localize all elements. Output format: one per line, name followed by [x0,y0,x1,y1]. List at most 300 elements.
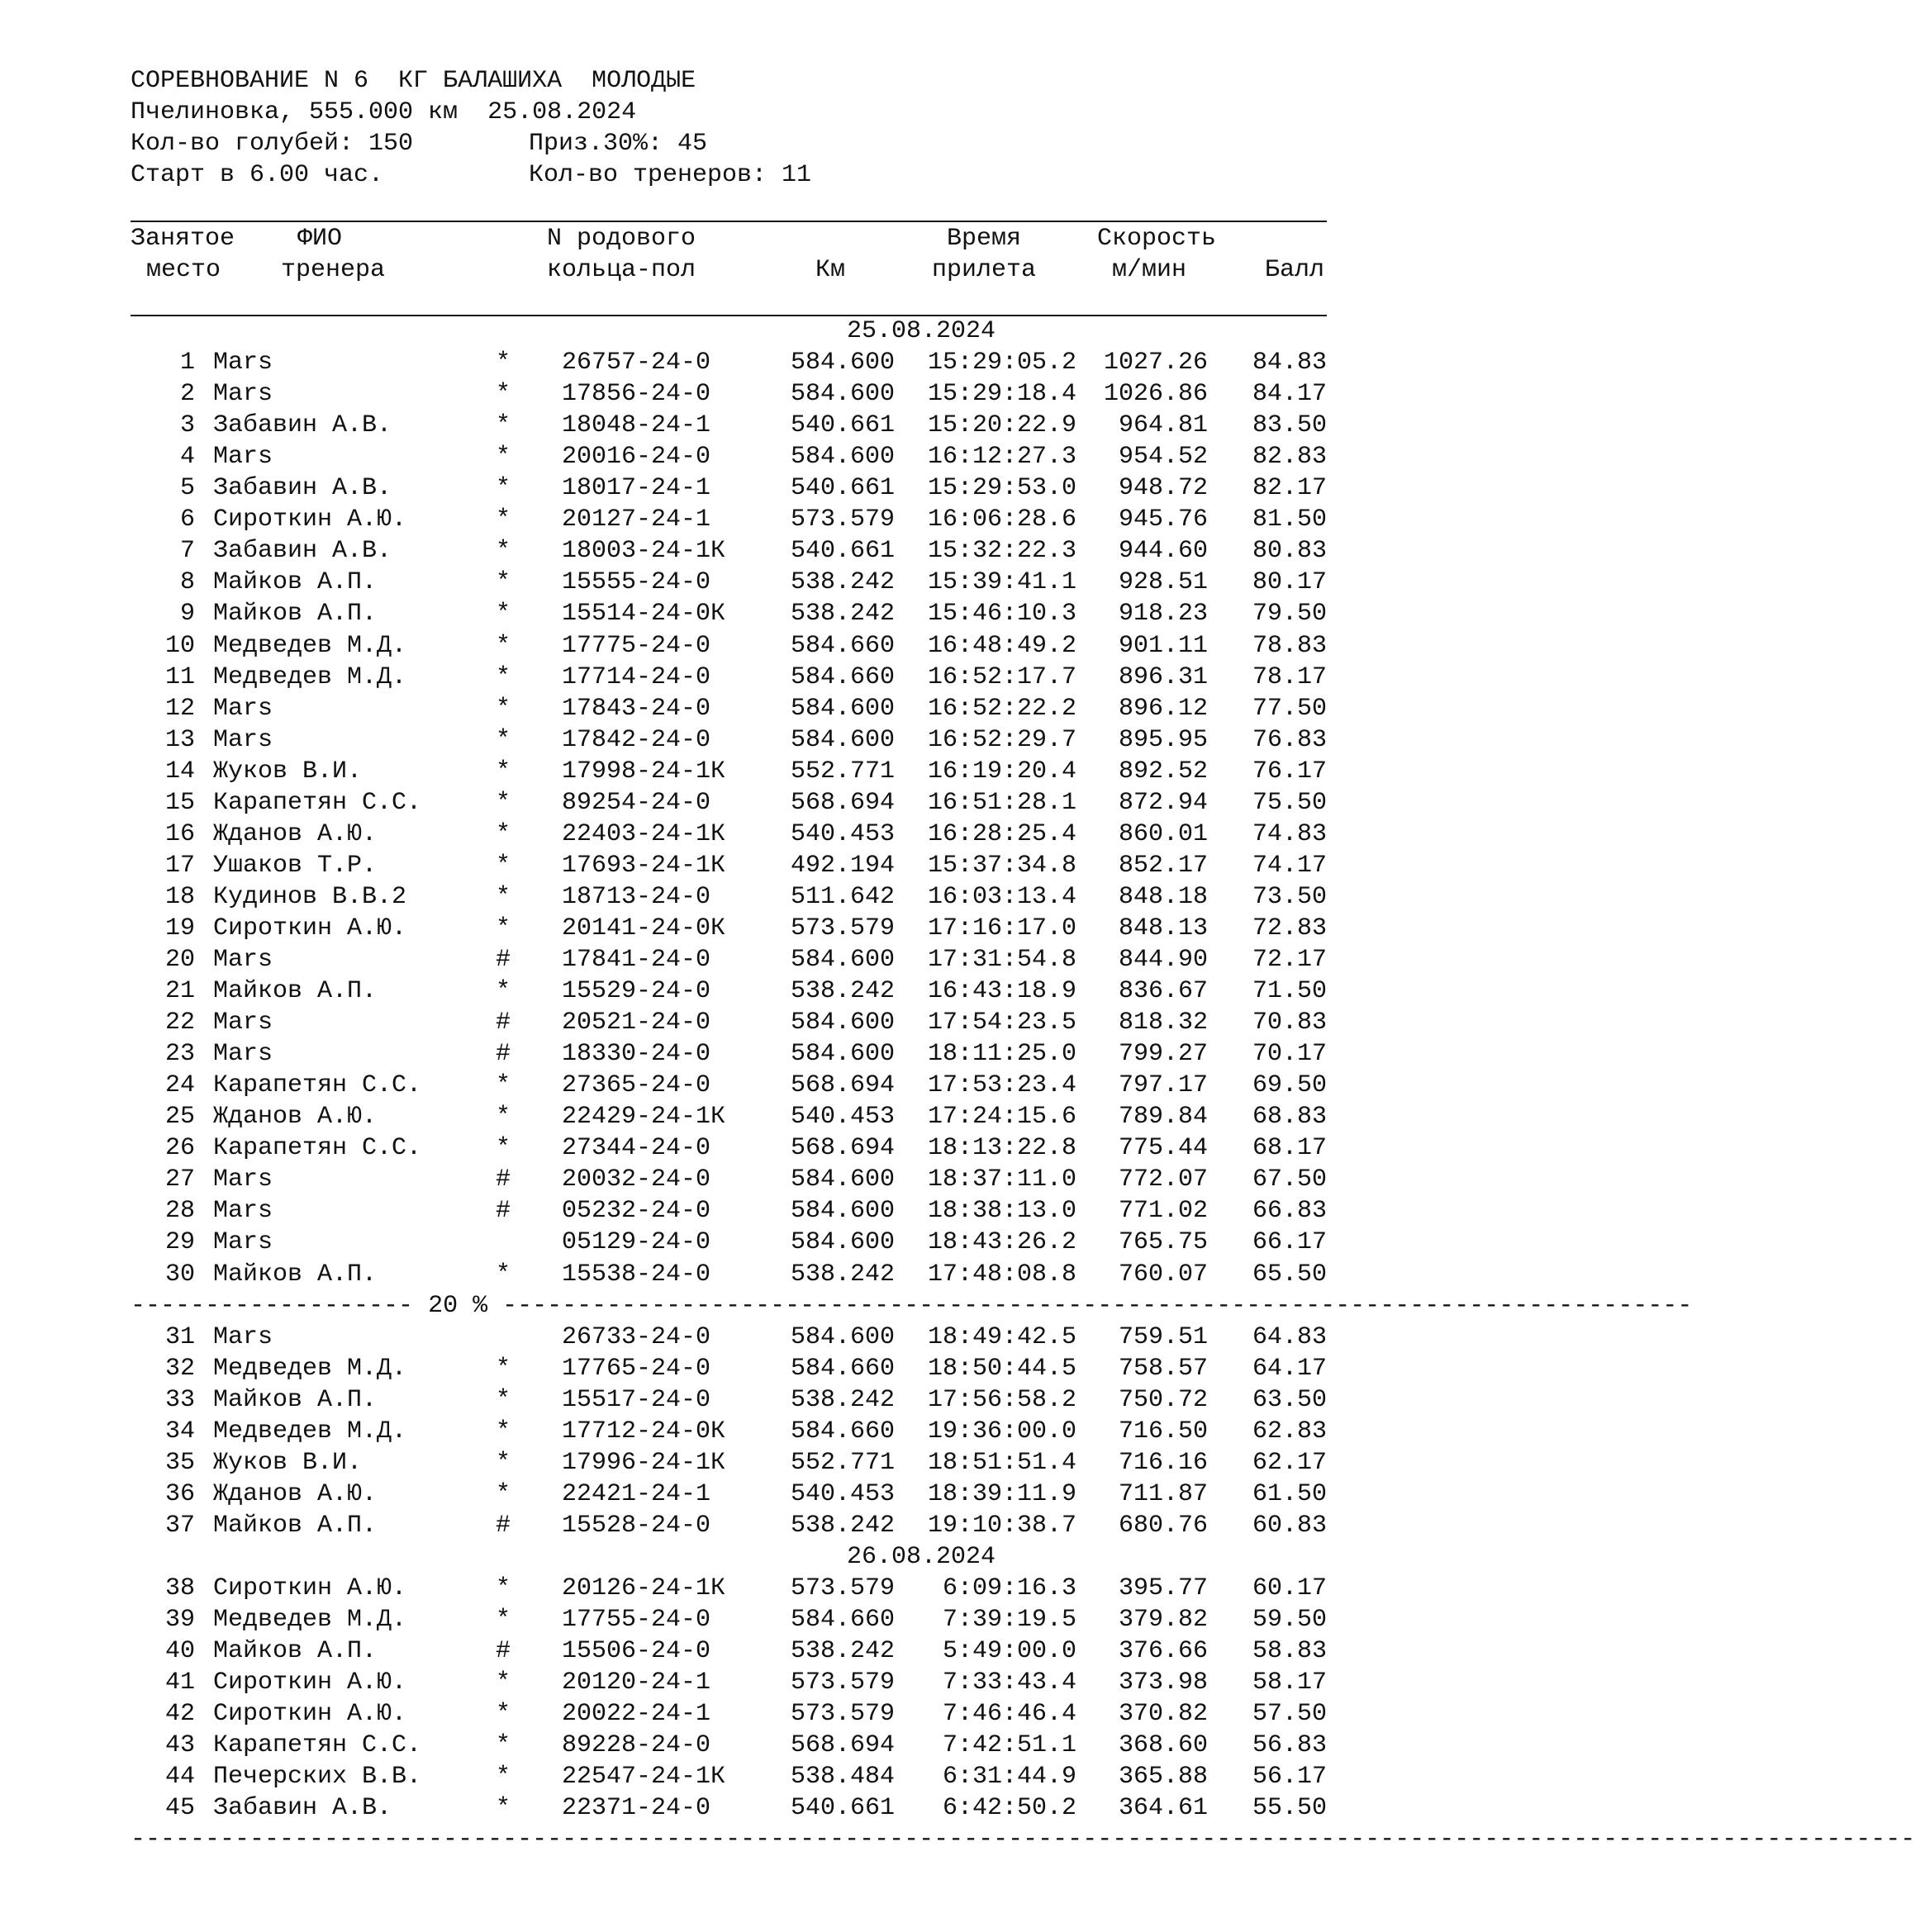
cell-time: 17:48:08.8 [927,1260,1076,1289]
cell-name: Майков А.П. [213,1637,378,1665]
cell-mark: * [496,977,511,1005]
cell-ball: 69.50 [1252,1071,1327,1099]
cell-ring: 89228-24-0 [562,1731,711,1759]
cell-name: Сироткин А.Ю. [213,1574,407,1602]
column-header-name: ФИО [297,225,343,253]
cell-km: 584.600 [790,1197,895,1225]
cell-time: 17:16:17.0 [927,914,1076,942]
cell-name: Mars [213,726,273,754]
table-row [0,1132,1366,1164]
cell-time: 6:31:44.9 [942,1763,1076,1791]
cell-place: 31 [164,1323,195,1351]
cell-km: 538.242 [790,1260,895,1289]
cell-ring: 17765-24-0 [562,1355,711,1383]
cell-km: 584.600 [790,726,895,754]
cell-km: 573.579 [790,1700,895,1728]
cell-ball: 62.17 [1252,1449,1327,1477]
cell-mark: * [496,1386,511,1414]
cell-km: 538.242 [790,977,895,1005]
cell-name: Mars [213,1197,273,1225]
cell-ring: 22403-24-1К [562,820,726,848]
cell-place: 22 [164,1009,195,1037]
cell-ball: 82.83 [1252,443,1327,471]
cell-place: 9 [179,600,195,628]
cell-ring: 22547-24-1К [562,1763,726,1791]
cell-ball: 81.50 [1252,506,1327,534]
cell-name: Жданов А.Ю. [213,1480,378,1508]
cell-mark: * [496,820,511,848]
table-row [0,1792,1366,1824]
cell-name: Кудинов В.В.2 [213,883,407,911]
cell-time: 18:50:44.5 [927,1355,1076,1383]
cell-ring: 15529-24-0 [562,977,711,1005]
cell-place: 44 [164,1763,195,1791]
cell-name: Mars [213,1040,273,1068]
cell-mark: * [496,506,511,534]
cell-mark: * [496,1794,511,1822]
cell-mark: * [496,1103,511,1131]
cell-mark: # [496,1197,511,1225]
cell-ball: 61.50 [1252,1480,1327,1508]
cell-mark: * [496,1417,511,1445]
cell-speed: 928.51 [1118,568,1208,596]
cell-mark: # [496,1165,511,1194]
cell-mark: * [496,695,511,723]
cell-mark: * [496,474,511,502]
cell-mark: * [496,663,511,691]
cell-ring: 15528-24-0 [562,1512,711,1540]
table-row [0,1447,1366,1479]
cell-ring: 20141-24-0К [562,914,726,942]
cell-ring: 22371-24-0 [562,1794,711,1822]
cell-km: 584.600 [790,695,895,723]
cell-km: 568.694 [790,1071,895,1099]
cell-speed: 376.66 [1118,1637,1208,1665]
trainer-count: Кол-во тренеров: 11 [529,161,812,189]
cell-time: 15:29:05.2 [927,349,1076,377]
cell-place: 36 [164,1480,195,1508]
table-row [0,535,1366,567]
cell-time: 17:31:54.8 [927,946,1076,974]
cell-place: 33 [164,1386,195,1414]
prize-percent-divider: ------------------- 20 % -------------------------------------------------------------------------------- [131,1292,1693,1320]
cell-name: Майков А.П. [213,977,378,1005]
cell-place: 8 [179,568,195,596]
cell-mark: * [496,757,511,786]
cell-ring: 27365-24-0 [562,1071,711,1099]
cell-name: Сироткин А.Ю. [213,1700,407,1728]
cell-km: 540.453 [790,1480,895,1508]
cell-place: 30 [164,1260,195,1289]
cell-ball: 84.83 [1252,349,1327,377]
cell-speed: 797.17 [1118,1071,1208,1099]
date-separator [0,316,1366,347]
cell-ring: 15555-24-0 [562,568,711,596]
cell-ring: 17712-24-0К [562,1417,726,1445]
cell-time: 15:46:10.3 [927,600,1076,628]
table-row [0,756,1366,787]
cell-mark: * [496,883,511,911]
cell-mark: * [496,632,511,660]
cell-name: Mars [213,1323,273,1351]
cell-mark: * [496,1071,511,1099]
cell-speed: 944.60 [1118,537,1208,565]
cell-place: 12 [164,695,195,723]
cell-speed: 818.32 [1118,1009,1208,1037]
cell-speed: 395.77 [1118,1574,1208,1602]
cell-time: 15:32:22.3 [927,537,1076,565]
cell-km: 573.579 [790,1669,895,1697]
cell-name: Медведев М.Д. [213,663,407,691]
cell-ring: 20032-24-0 [562,1165,711,1194]
cell-ball: 70.17 [1252,1040,1327,1068]
table-row [0,378,1366,410]
cell-km: 584.660 [790,1355,895,1383]
table-row [0,881,1366,913]
cell-mark: * [496,443,511,471]
table-row [0,1101,1366,1132]
cell-place: 18 [164,883,195,911]
column-header-name: тренера [281,256,386,284]
cell-ball: 83.50 [1252,411,1327,439]
cell-ball: 65.50 [1252,1260,1327,1289]
cell-time: 15:29:53.0 [927,474,1076,502]
cell-speed: 948.72 [1118,474,1208,502]
cell-name: Майков А.П. [213,1260,378,1289]
cell-speed: 860.01 [1118,820,1208,848]
cell-name: Медведев М.Д. [213,1606,407,1634]
cell-time: 16:03:13.4 [927,883,1076,911]
cell-ball: 66.83 [1252,1197,1327,1225]
cell-mark: * [496,568,511,596]
table-row [0,662,1366,693]
cell-time: 6:42:50.2 [942,1794,1076,1822]
cell-name: Майков А.П. [213,1386,378,1414]
cell-ring: 17755-24-0 [562,1606,711,1634]
cell-ring: 05129-24-0 [562,1228,711,1256]
cell-ring: 26733-24-0 [562,1323,711,1351]
cell-name: Сироткин А.Ю. [213,1669,407,1697]
cell-km: 538.242 [790,1512,895,1540]
cell-ring: 20127-24-1 [562,506,711,534]
cell-speed: 370.82 [1118,1700,1208,1728]
cell-km: 584.600 [790,443,895,471]
cell-ball: 55.50 [1252,1794,1327,1822]
cell-place: 5 [179,474,195,502]
cell-name: Mars [213,695,273,723]
cell-name: Забавин А.В. [213,1794,392,1822]
cell-mark: * [496,1480,511,1508]
cell-place: 16 [164,820,195,848]
cell-name: Медведев М.Д. [213,632,407,660]
cell-ball: 66.17 [1252,1228,1327,1256]
cell-km: 584.600 [790,1165,895,1194]
cell-mark: * [496,411,511,439]
cell-name: Майков А.П. [213,600,378,628]
cell-mark: * [496,914,511,942]
cell-speed: 711.87 [1118,1480,1208,1508]
cell-km: 540.661 [790,537,895,565]
cell-name: Mars [213,443,273,471]
cell-speed: 1026.86 [1103,380,1208,408]
cell-time: 18:13:22.8 [927,1134,1076,1162]
cell-place: 3 [179,411,195,439]
cell-name: Mars [213,349,273,377]
cell-ring: 17842-24-0 [562,726,711,754]
cell-ball: 82.17 [1252,474,1327,502]
cell-place: 11 [164,663,195,691]
cell-km: 568.694 [790,789,895,817]
cell-ring: 17998-24-1К [562,757,726,786]
cell-ball: 78.17 [1252,663,1327,691]
table-row [0,1635,1366,1667]
column-header-ring: N родового [547,225,696,253]
cell-speed: 373.98 [1118,1669,1208,1697]
cell-ball: 77.50 [1252,695,1327,723]
cell-km: 552.771 [790,757,895,786]
cell-time: 17:54:23.5 [927,1009,1076,1037]
cell-speed: 945.76 [1118,506,1208,534]
cell-name: Mars [213,1165,273,1194]
cell-place: 13 [164,726,195,754]
cell-speed: 895.95 [1118,726,1208,754]
cell-mark: # [496,946,511,974]
table-row [0,347,1366,378]
cell-mark: * [496,380,511,408]
cell-time: 7:39:19.5 [942,1606,1076,1634]
cell-ball: 78.83 [1252,632,1327,660]
cell-ring: 22421-24-1 [562,1480,711,1508]
cell-speed: 716.16 [1118,1449,1208,1477]
cell-speed: 760.07 [1118,1260,1208,1289]
cell-time: 16:19:20.4 [927,757,1076,786]
cell-ball: 72.83 [1252,914,1327,942]
cell-ball: 68.83 [1252,1103,1327,1131]
cell-km: 584.600 [790,380,895,408]
cell-place: 4 [179,443,195,471]
cell-mark: * [496,726,511,754]
date-label: 25.08.2024 [846,317,996,345]
date-label: 26.08.2024 [846,1543,996,1571]
cell-name: Карапетян С.С. [213,1071,422,1099]
cell-time: 18:11:25.0 [927,1040,1076,1068]
cell-speed: 836.67 [1118,977,1208,1005]
table-row [0,1604,1366,1635]
cell-speed: 954.52 [1118,443,1208,471]
cell-km: 540.661 [790,411,895,439]
cell-mark: # [496,1040,511,1068]
table-row [0,1698,1366,1730]
cell-km: 584.660 [790,1606,895,1634]
cell-time: 16:51:28.1 [927,789,1076,817]
cell-mark: * [496,1731,511,1759]
cell-ring: 18330-24-0 [562,1040,711,1068]
cell-speed: 848.13 [1118,914,1208,942]
cell-ball: 60.83 [1252,1512,1327,1540]
cell-name: Забавин А.В. [213,411,392,439]
cell-speed: 368.60 [1118,1731,1208,1759]
cell-time: 18:39:11.9 [927,1480,1076,1508]
cell-mark: * [496,1606,511,1634]
cell-time: 15:39:41.1 [927,568,1076,596]
cell-km: 573.579 [790,1574,895,1602]
cell-place: 43 [164,1731,195,1759]
divider-label: 20 % [413,1292,503,1320]
table-row [0,913,1366,944]
cell-km: 584.660 [790,1417,895,1445]
cell-ring: 20521-24-0 [562,1009,711,1037]
cell-speed: 1027.26 [1103,349,1208,377]
cell-ring: 15538-24-0 [562,1260,711,1289]
cell-name: Mars [213,380,273,408]
cell-place: 17 [164,852,195,880]
cell-speed: 844.90 [1118,946,1208,974]
cell-ring: 17775-24-0 [562,632,711,660]
cell-time: 15:37:34.8 [927,852,1076,880]
cell-mark: * [496,1449,511,1477]
cell-ring: 27344-24-0 [562,1134,711,1162]
cell-time: 19:10:38.7 [927,1512,1076,1540]
cell-km: 584.600 [790,1040,895,1068]
column-header-place: Занятое [131,225,235,253]
cell-speed: 772.07 [1118,1165,1208,1194]
table-row [0,630,1366,662]
cell-place: 38 [164,1574,195,1602]
cell-ring: 18017-24-1 [562,474,711,502]
cell-km: 540.453 [790,820,895,848]
cell-name: Карапетян С.С. [213,1134,422,1162]
cell-speed: 775.44 [1118,1134,1208,1162]
table-row [0,1038,1366,1070]
cell-name: Печерских В.В. [213,1763,422,1791]
table-row [0,1227,1366,1258]
cell-speed: 901.11 [1118,632,1208,660]
cell-ball: 64.83 [1252,1323,1327,1351]
table-row [0,850,1366,881]
cell-speed: 765.75 [1118,1228,1208,1256]
cell-name: Жданов А.Ю. [213,820,378,848]
table-row [0,1730,1366,1761]
cell-place: 41 [164,1669,195,1697]
cell-name: Жданов А.Ю. [213,1103,378,1131]
cell-time: 5:49:00.0 [942,1637,1076,1665]
cell-ball: 59.50 [1252,1606,1327,1634]
cell-name: Жуков В.И. [213,757,363,786]
table-row [0,441,1366,472]
cell-ring: 20016-24-0 [562,443,711,471]
cell-time: 16:52:22.2 [927,695,1076,723]
table-row [0,472,1366,504]
cell-name: Карапетян С.С. [213,789,422,817]
cell-ball: 67.50 [1252,1165,1327,1194]
cell-ball: 57.50 [1252,1700,1327,1728]
cell-mark: * [496,1134,511,1162]
table-row [0,1164,1366,1195]
cell-time: 6:09:16.3 [942,1574,1076,1602]
cell-time: 16:52:29.7 [927,726,1076,754]
cell-mark: * [496,537,511,565]
cell-km: 538.484 [790,1763,895,1791]
cell-km: 584.660 [790,632,895,660]
cell-km: 584.600 [790,946,895,974]
cell-place: 35 [164,1449,195,1477]
table-row [0,1007,1366,1038]
pigeon-count: Кол-во голубей: 150 [131,130,414,158]
table-row [0,944,1366,975]
cell-mark: * [496,1574,511,1602]
cell-time: 16:06:28.6 [927,506,1076,534]
cell-km: 584.600 [790,1009,895,1037]
table-row [0,1353,1366,1384]
cell-time: 18:38:13.0 [927,1197,1076,1225]
cell-mark: # [496,1512,511,1540]
cell-ring: 22429-24-1К [562,1103,726,1131]
cell-km: 573.579 [790,914,895,942]
cell-ring: 17843-24-0 [562,695,711,723]
cell-ball: 58.17 [1252,1669,1327,1697]
cell-ball: 70.83 [1252,1009,1327,1037]
cell-speed: 896.12 [1118,695,1208,723]
column-header-ball: Балл [1265,256,1325,284]
cell-time: 18:49:42.5 [927,1323,1076,1351]
cell-speed: 771.02 [1118,1197,1208,1225]
cell-ball: 73.50 [1252,883,1327,911]
cell-km: 540.661 [790,1794,895,1822]
cell-place: 27 [164,1165,195,1194]
column-header-speed: Скорость [1097,225,1217,253]
cell-mark: * [496,852,511,880]
cell-place: 29 [164,1228,195,1256]
table-row [0,1479,1366,1510]
cell-speed: 758.57 [1118,1355,1208,1383]
cell-place: 25 [164,1103,195,1131]
cell-km: 584.600 [790,1323,895,1351]
cell-place: 21 [164,977,195,1005]
cell-ring: 17841-24-0 [562,946,711,974]
cell-time: 15:20:22.9 [927,411,1076,439]
cell-ring: 05232-24-0 [562,1197,711,1225]
cell-ball: 56.83 [1252,1731,1327,1759]
cell-km: 552.771 [790,1449,895,1477]
table-row [0,1070,1366,1101]
cell-time: 17:56:58.2 [927,1386,1076,1414]
cell-name: Майков А.П. [213,1512,378,1540]
cell-ball: 76.17 [1252,757,1327,786]
cell-ring: 17714-24-0 [562,663,711,691]
cell-km: 540.661 [790,474,895,502]
cell-name: Забавин А.В. [213,474,392,502]
cell-km: 538.242 [790,1386,895,1414]
table-row [0,1761,1366,1792]
cell-mark: * [496,1355,511,1383]
cell-speed: 848.18 [1118,883,1208,911]
column-header-speed: м/мин [1112,256,1187,284]
table-row [0,1573,1366,1604]
table-row [0,1259,1366,1290]
cell-speed: 896.31 [1118,663,1208,691]
cell-time: 16:12:27.3 [927,443,1076,471]
cell-ring: 15517-24-0 [562,1386,711,1414]
cell-ball: 63.50 [1252,1386,1327,1414]
cell-place: 24 [164,1071,195,1099]
cell-ring: 26757-24-0 [562,349,711,377]
cell-speed: 680.76 [1118,1512,1208,1540]
cell-time: 18:43:26.2 [927,1228,1076,1256]
table-row [0,598,1366,629]
column-header-time: прилета [932,256,1037,284]
competition-title: СОРЕВНОВАНИЕ N 6 КГ БАЛАШИХА МОЛОДЫЕ [131,67,696,95]
cell-place: 37 [164,1512,195,1540]
